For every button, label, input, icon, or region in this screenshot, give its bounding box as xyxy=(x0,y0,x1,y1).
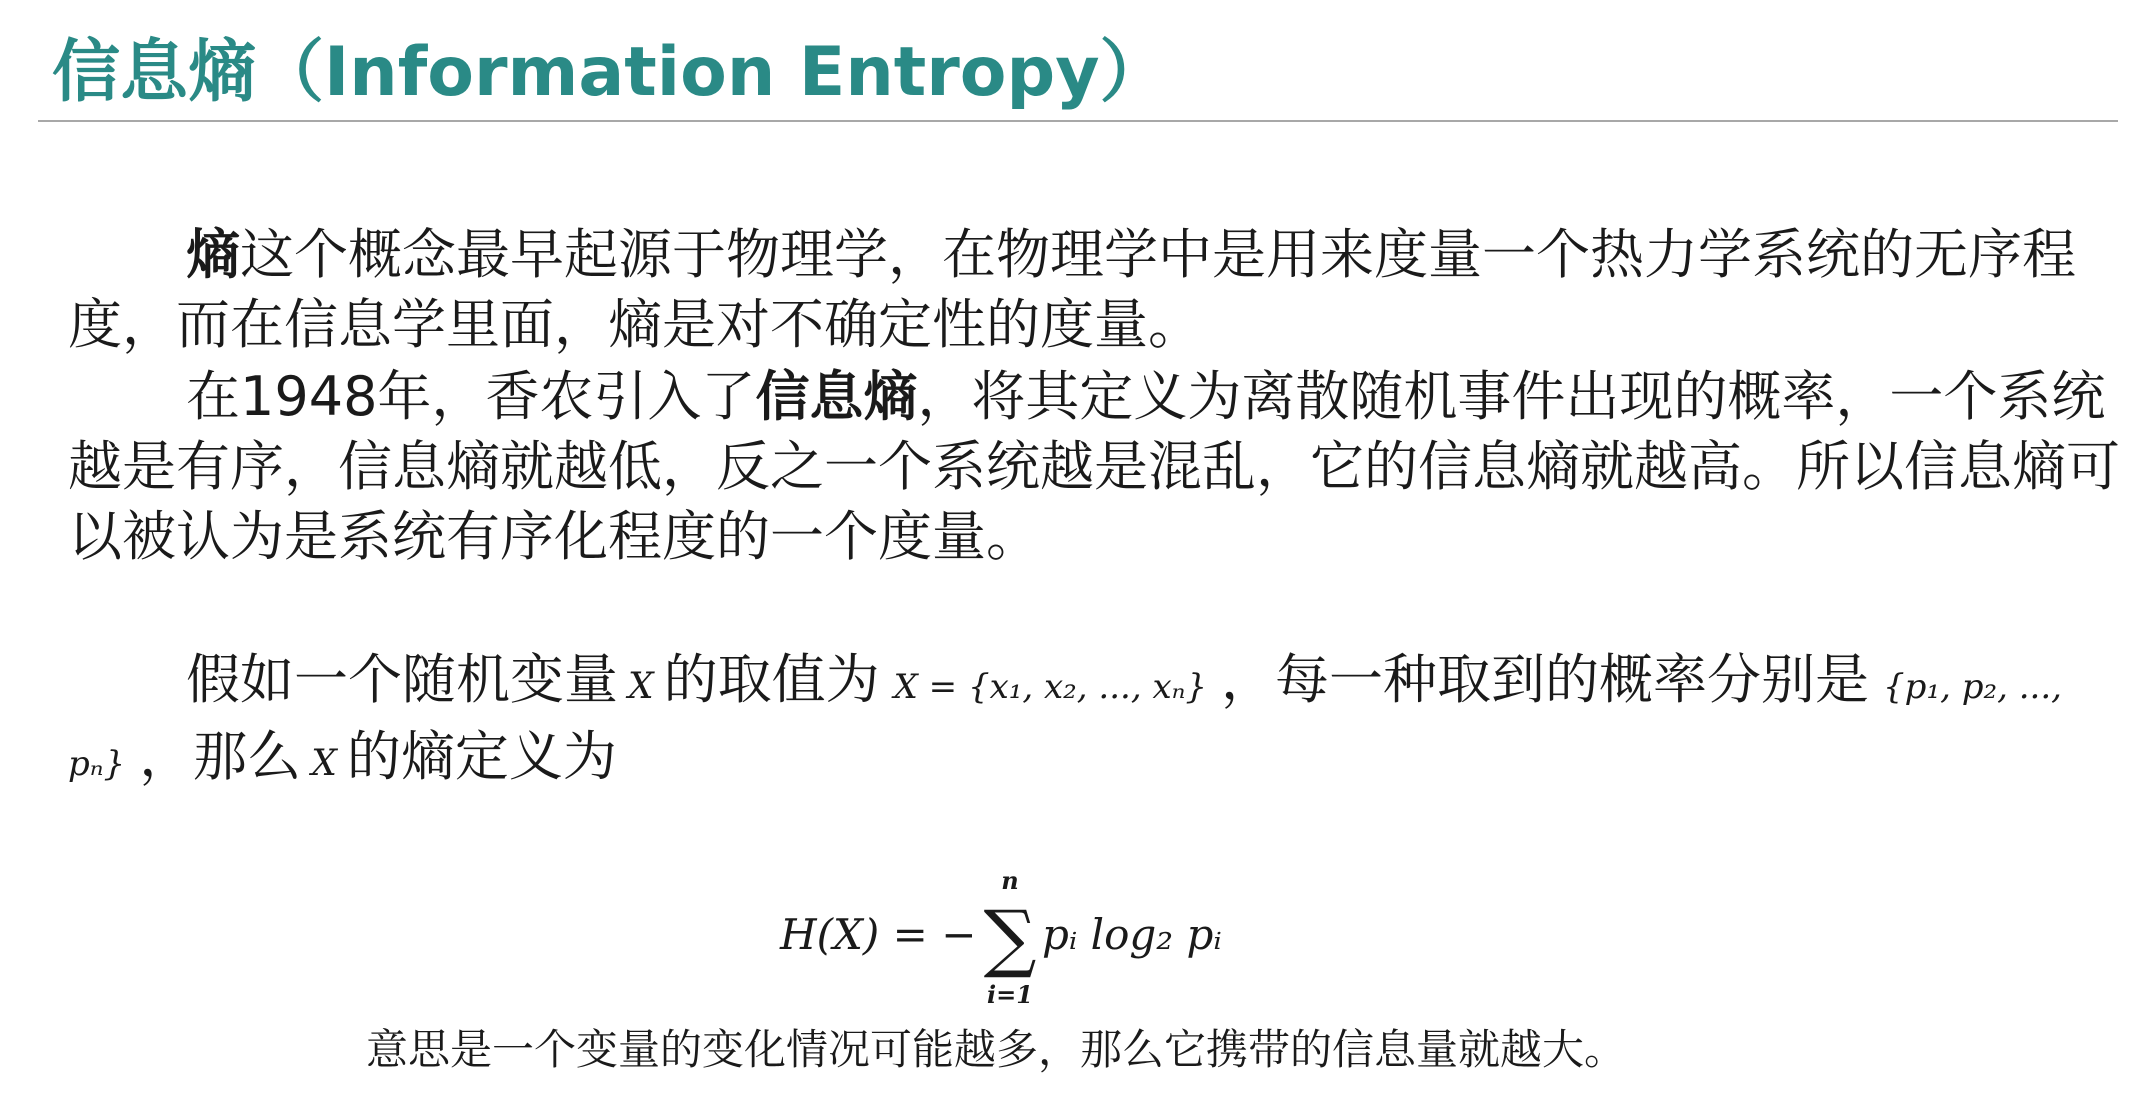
paragraph-shannon xyxy=(68,362,2128,572)
formula-lhs: H(X) = − xyxy=(780,910,977,959)
bold-term-entropy: 熵 xyxy=(186,223,240,286)
paragraph-definition xyxy=(68,645,2128,799)
sigma-symbol: ∑ xyxy=(983,895,1037,981)
definition-text-2: 的取值为 xyxy=(663,648,880,711)
math-value-set: X = {x₁, x₂, ..., xₙ} xyxy=(893,667,1208,707)
paragraph-suffix: ，将其定义为离散随机事件出现的概率，一个系统越是有序，信息熵就越低，反之一个系统越是混乱，它的信息熵就越高。所以信息熵可以被认为是系统有序化程度的一个度量。 xyxy=(68,365,2120,568)
summation-lower-limit: i=1 xyxy=(987,980,1033,1009)
title-divider xyxy=(38,120,2118,122)
paragraph-prefix: 在1948年，香农引入了 xyxy=(186,365,756,428)
page-title: 信息熵（Information Entropy） xyxy=(52,33,1168,112)
paragraph-text: 这个概念最早起源于物理学，在物理学中是用来度量一个热力学系统的无序程度，而在信息学里面，熵是对不确定性的度量。 xyxy=(68,223,2076,356)
math-probability-set: {p₁, p₂, ..., pₙ} xyxy=(68,667,2062,784)
formula-caption: 意思是一个变量的变化情况可能越多，那么它携带的信息量就越大。 xyxy=(366,1025,1627,1074)
math-variable-x-2: X xyxy=(311,743,337,784)
paragraph-entropy-origin xyxy=(68,220,2128,360)
formula-rhs: pᵢ log₂ pᵢ xyxy=(1042,910,1222,959)
bold-term-information-entropy: 信息熵 xyxy=(755,365,918,428)
definition-text-4: ，那么 xyxy=(139,725,302,788)
definition-text-1: 假如一个随机变量 xyxy=(186,648,618,711)
summation-upper-limit: n xyxy=(1001,866,1019,895)
math-variable-x: X xyxy=(628,666,654,707)
definition-text-5: 的熵定义为 xyxy=(346,725,617,788)
definition-text-3: ，每一种取到的概率分别是 xyxy=(1221,648,1870,711)
